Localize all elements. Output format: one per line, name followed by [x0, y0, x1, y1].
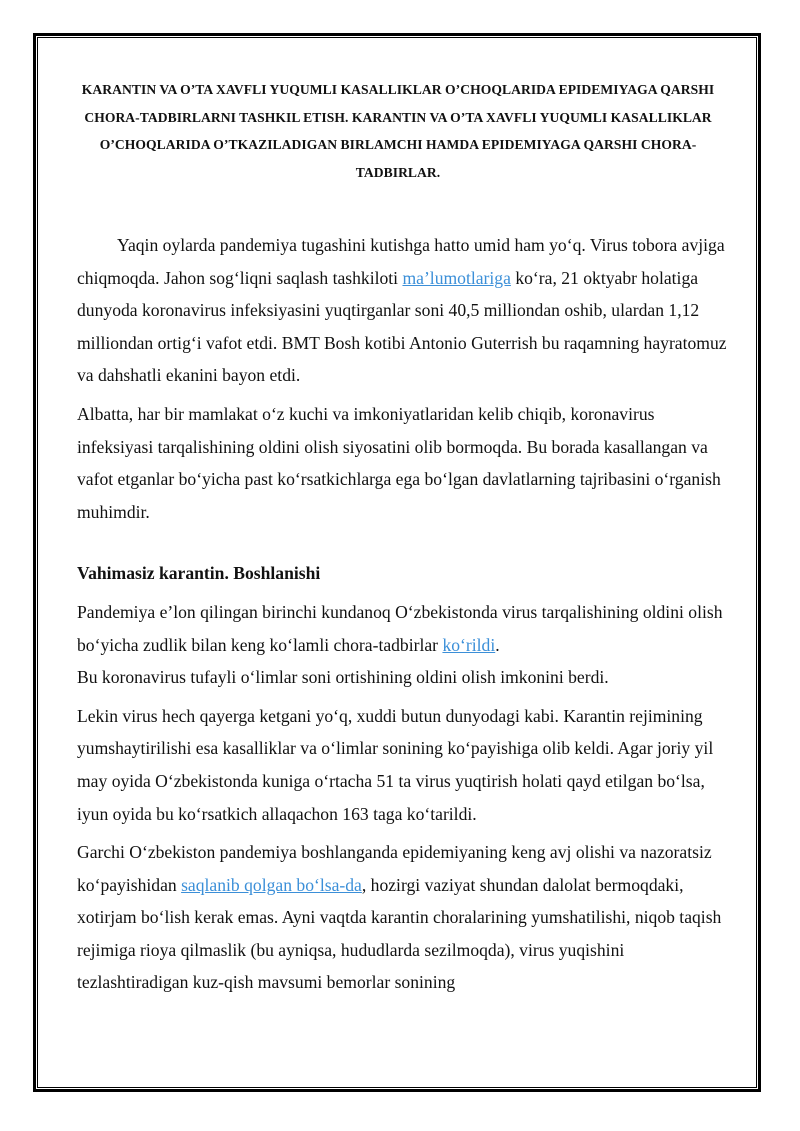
- paragraph-garchi: [77, 836, 727, 999]
- paragraph-pandemiya-text-start: Pandemiya e’lon qilingan birinchi kundanoq O‘zbekistonda virus tarqalishining oldini olish bo‘yicha zudlik bilan keng ko‘lamli chora-tadbirlar: [77, 601, 723, 655]
- paragraph-lekin: Lekin virus hech qayerga ketgani yo‘q, xuddi butun dunyodagi kabi. Karantin rejimining yumshaytirilishi esa kasalliklar va o‘limlar sonining ko‘payishiga olib keldi. Agar joriy yil may oyida O‘zbekistonda kuniga o‘rtacha 51 ta virus yuqtirish holati qayd etilgan bo‘lsa, iyun oyida bu ko‘rsatkich allaqachon 163 taga ko‘tarildi.: [77, 705, 714, 824]
- document-title: KARANTIN VA O’TA XAVFLI YUQUMLI KASALLIKLAR O’CHOQLARIDA EPIDEMIYAGA QARSHI CHORA-TADBIRLARNI TASHKIL ETISH. KARANTIN VA O’TA XAVFLI YUQUMLI KASALLIKLAR O’CHOQLARIDA O’TKAZILADIGAN BIRLAMCHI HAMDA EPIDEMIYAGA QARSHI CHORA-TADBIRLAR.: [81, 82, 715, 180]
- link-saqlanib-qolgan[interactable]: saqlanib qolgan bo‘lsa-da: [181, 874, 362, 895]
- paragraph-garchi-text-start: Garchi O‘zbekiston pandemiya boshlanganda epidemiyaning keng avj olishi va nazoratsiz ko‘payishidan: [77, 842, 712, 895]
- section-heading: Vahimasiz karantin. Boshlanishi: [77, 563, 321, 584]
- link-malumotlariga[interactable]: ma’lumotlariga: [402, 267, 511, 288]
- paragraph-pandemiya-second-line: Bu koronavirus tufayli o‘limlar soni ortishining oldini olish imkonini berdi.: [77, 667, 609, 688]
- paragraph-intro: [77, 229, 727, 392]
- paragraph-pandemiya: [77, 596, 727, 694]
- link-korildi[interactable]: ko‘rildi: [442, 634, 496, 655]
- paragraph-intro-text-start: Yaqin oylarda pandemiya tugashini kutishga hatto umid ham yo‘q. Virus tobora avjiga chiqmoqda. Jahon sog‘liqni saqlash tashkiloti: [77, 235, 725, 288]
- paragraph-albatta: Albatta, har bir mamlakat o‘z kuchi va imkoniyatlaridan kelib chiqib, koronavirus infeksiyasi tarqalishining oldini olish siyosatini olib bormoqda. Bu borada kasallangan va vafot etganlar bo‘yicha past ko‘rsatkichlarga ega bo‘lgan davlatlarning tajribasini o‘rganish muhimdir.: [77, 403, 721, 522]
- paragraph-garchi-text-end: , hozirgi vaziyat shundan dalolat bermoqdaki, xotirjam bo‘lish kerak emas. Ayni vaqtda karantin choralarining yumshatilishi, niqob taqish rejimiga rioya qilmaslik (bu ayniqsa, hududlarda sezilmoqda), virus yuqishini tezlashtiradigan kuz-qish mavsumi bemorlar sonining: [77, 874, 722, 993]
- paragraph-pandemiya-period: .: [495, 634, 500, 655]
- document-body: [77, 229, 727, 999]
- paragraph-intro-text-end: ko‘ra, 21 oktyabr holatiga dunyoda koronavirus infeksiyasini yuqtirganlar soni 40,5 milliondan oshib, ulardan 1,12 milliondan ortig‘i vafot etdi. BMT Bosh kotibi Antonio Guterrish bu raqamning hayratomuz va dahshatli ekanini bayon etdi.: [77, 267, 727, 386]
